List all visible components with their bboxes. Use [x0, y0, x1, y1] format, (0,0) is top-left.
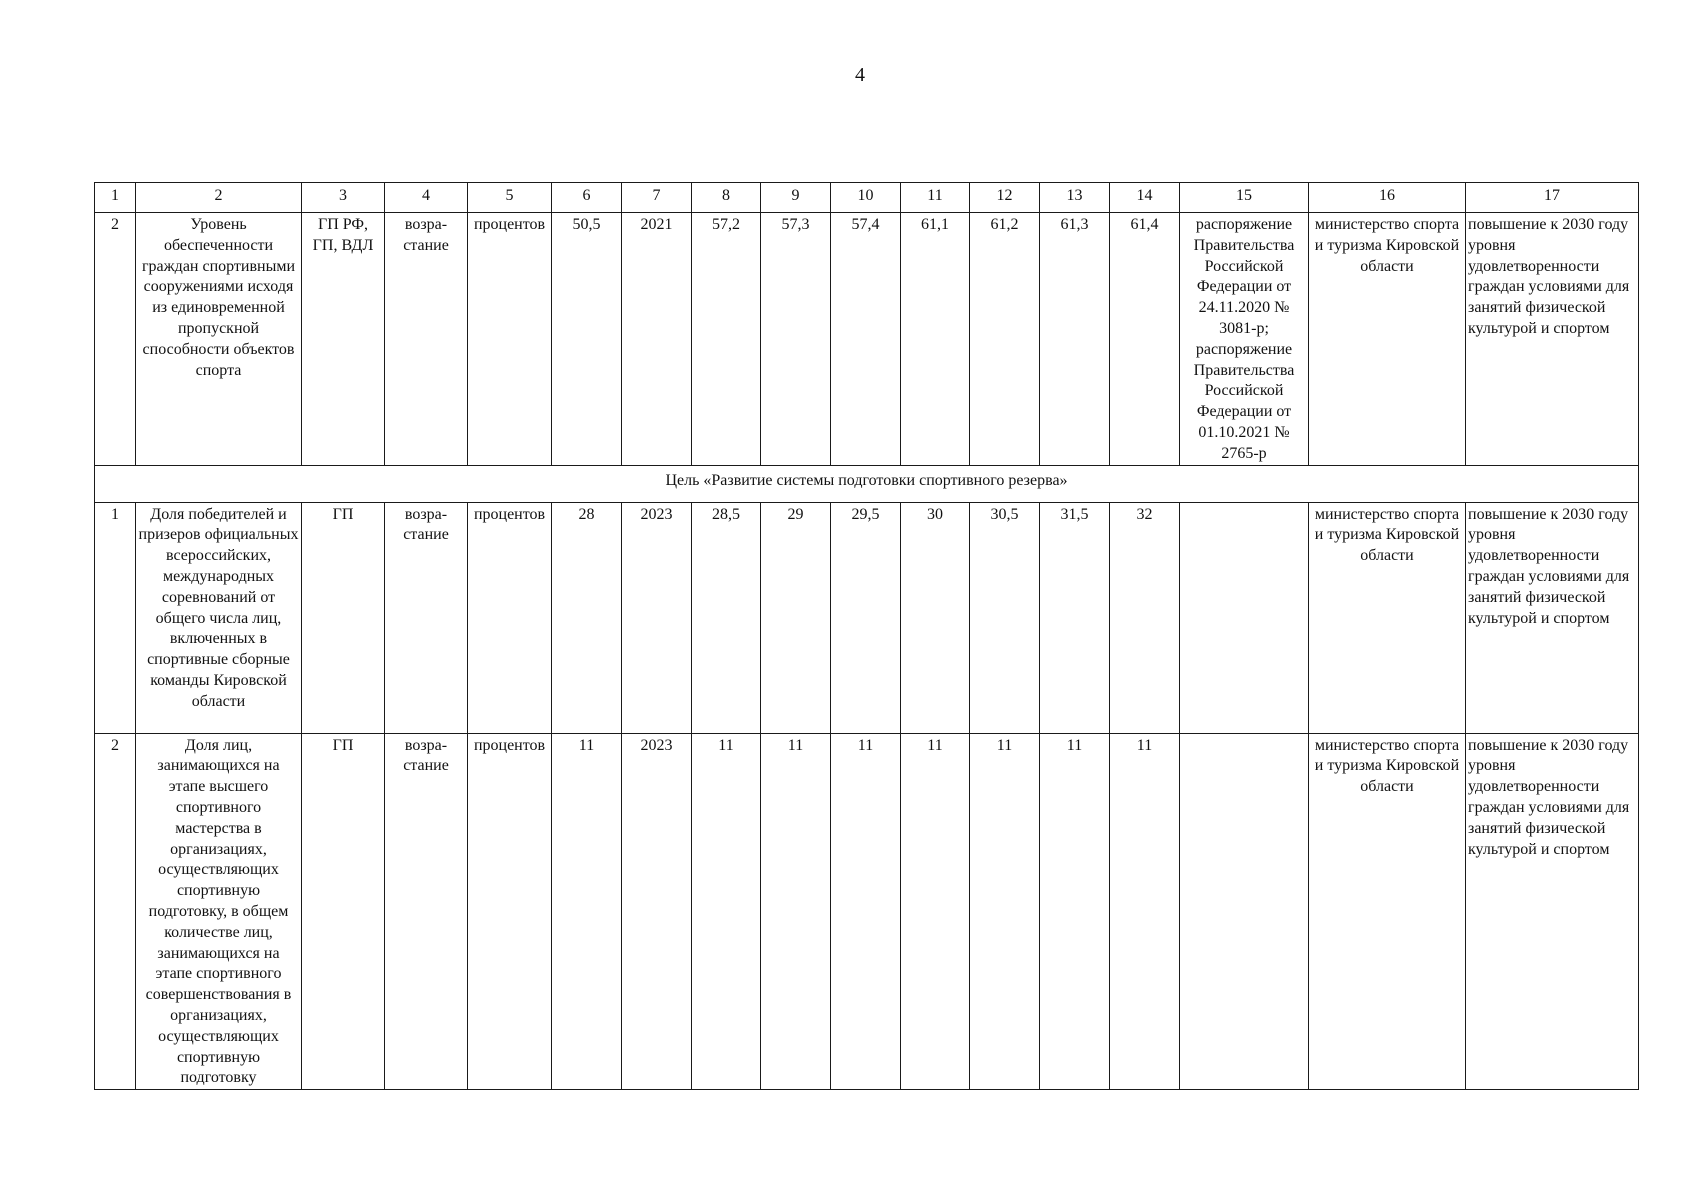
year-value: 57,2 — [692, 213, 761, 466]
year-value: 57,4 — [831, 213, 901, 466]
year-value: 61,4 — [1110, 213, 1180, 466]
document-reference — [1180, 502, 1309, 733]
responsible-body: министерство спорта и туризма Кировской области — [1309, 733, 1466, 1090]
year-value: 11 — [901, 733, 970, 1090]
indicators-table — [94, 182, 1639, 1090]
column-header: 11 — [901, 183, 970, 213]
column-header: 5 — [468, 183, 552, 213]
indicator-trend: возра-стание — [385, 733, 468, 1090]
year-value: 29,5 — [831, 502, 901, 733]
national-goal-link: повышение к 2030 году уровня удовлетворенности граждан условиями для занятий физической культурой и спортом — [1466, 213, 1639, 466]
year-value: 11 — [831, 733, 901, 1090]
indicator-level: ГП — [302, 502, 385, 733]
column-header: 6 — [552, 183, 622, 213]
indicator-name: Доля победителей и призеров официальных всероссийских, международных соревнований от общего числа лиц, включенных в спортивные сборные команды Кировской области — [136, 502, 302, 733]
base-year: 2021 — [622, 213, 692, 466]
indicator-level: ГП — [302, 733, 385, 1090]
column-header: 13 — [1040, 183, 1110, 213]
year-value: 31,5 — [1040, 502, 1110, 733]
column-header: 2 — [136, 183, 302, 213]
year-value: 11 — [1110, 733, 1180, 1090]
table-row — [95, 213, 1639, 466]
indicator-name: Доля лиц, занимающихся на этапе высшего спортивного мастерства в организациях, осуществляющих спортивную подготовку, в общем количестве лиц, занимающихся на этапе спортивного совершенствования в организациях, осуществляющих спортивную подготовку — [136, 733, 302, 1090]
column-header: 9 — [761, 183, 831, 213]
year-value: 30 — [901, 502, 970, 733]
column-header: 4 — [385, 183, 468, 213]
column-header: 16 — [1309, 183, 1466, 213]
base-value: 28 — [552, 502, 622, 733]
page-number: 4 — [855, 64, 865, 86]
year-value: 61,2 — [970, 213, 1040, 466]
year-value: 61,1 — [901, 213, 970, 466]
unit: процентов — [468, 213, 552, 466]
row-number: 1 — [95, 502, 136, 733]
year-value: 11 — [1040, 733, 1110, 1090]
goal-row — [95, 465, 1639, 502]
column-header: 8 — [692, 183, 761, 213]
indicator-trend: возра-стание — [385, 502, 468, 733]
year-value: 32 — [1110, 502, 1180, 733]
column-header: 14 — [1110, 183, 1180, 213]
base-value: 11 — [552, 733, 622, 1090]
year-value: 61,3 — [1040, 213, 1110, 466]
year-value: 28,5 — [692, 502, 761, 733]
column-number-row — [95, 183, 1639, 213]
column-header: 7 — [622, 183, 692, 213]
year-value: 11 — [761, 733, 831, 1090]
year-value: 30,5 — [970, 502, 1040, 733]
goal-heading: Цель «Развитие системы подготовки спортивного резерва» — [95, 465, 1639, 502]
column-header: 17 — [1466, 183, 1639, 213]
year-value: 29 — [761, 502, 831, 733]
unit: процентов — [468, 733, 552, 1090]
indicator-level: ГП РФ, ГП, ВДЛ — [302, 213, 385, 466]
base-year: 2023 — [622, 502, 692, 733]
responsible-body: министерство спорта и туризма Кировской области — [1309, 502, 1466, 733]
column-header: 12 — [970, 183, 1040, 213]
national-goal-link: повышение к 2030 году уровня удовлетворенности граждан условиями для занятий физической культурой и спортом — [1466, 502, 1639, 733]
table-row — [95, 502, 1639, 733]
table-row — [95, 733, 1639, 1090]
year-value: 11 — [970, 733, 1040, 1090]
year-value: 57,3 — [761, 213, 831, 466]
document-reference: распоряжение Правительства Российской Федерации от 24.11.2020 № 3081-р; распоряжение Правительства Российской Федерации от 01.10.2021 № 2765-р — [1180, 213, 1309, 466]
document-reference — [1180, 733, 1309, 1090]
column-header: 1 — [95, 183, 136, 213]
unit: процентов — [468, 502, 552, 733]
row-number: 2 — [95, 213, 136, 466]
responsible-body: министерство спорта и туризма Кировской области — [1309, 213, 1466, 466]
column-header: 15 — [1180, 183, 1309, 213]
indicator-trend: возра-стание — [385, 213, 468, 466]
row-number: 2 — [95, 733, 136, 1090]
column-header: 3 — [302, 183, 385, 213]
indicator-name: Уровень обеспеченности граждан спортивными сооружениями исходя из единовременной пропускной способности объектов спорта — [136, 213, 302, 466]
column-header: 10 — [831, 183, 901, 213]
base-year: 2023 — [622, 733, 692, 1090]
national-goal-link: повышение к 2030 году уровня удовлетворенности граждан условиями для занятий физической культурой и спортом — [1466, 733, 1639, 1090]
base-value: 50,5 — [552, 213, 622, 466]
year-value: 11 — [692, 733, 761, 1090]
